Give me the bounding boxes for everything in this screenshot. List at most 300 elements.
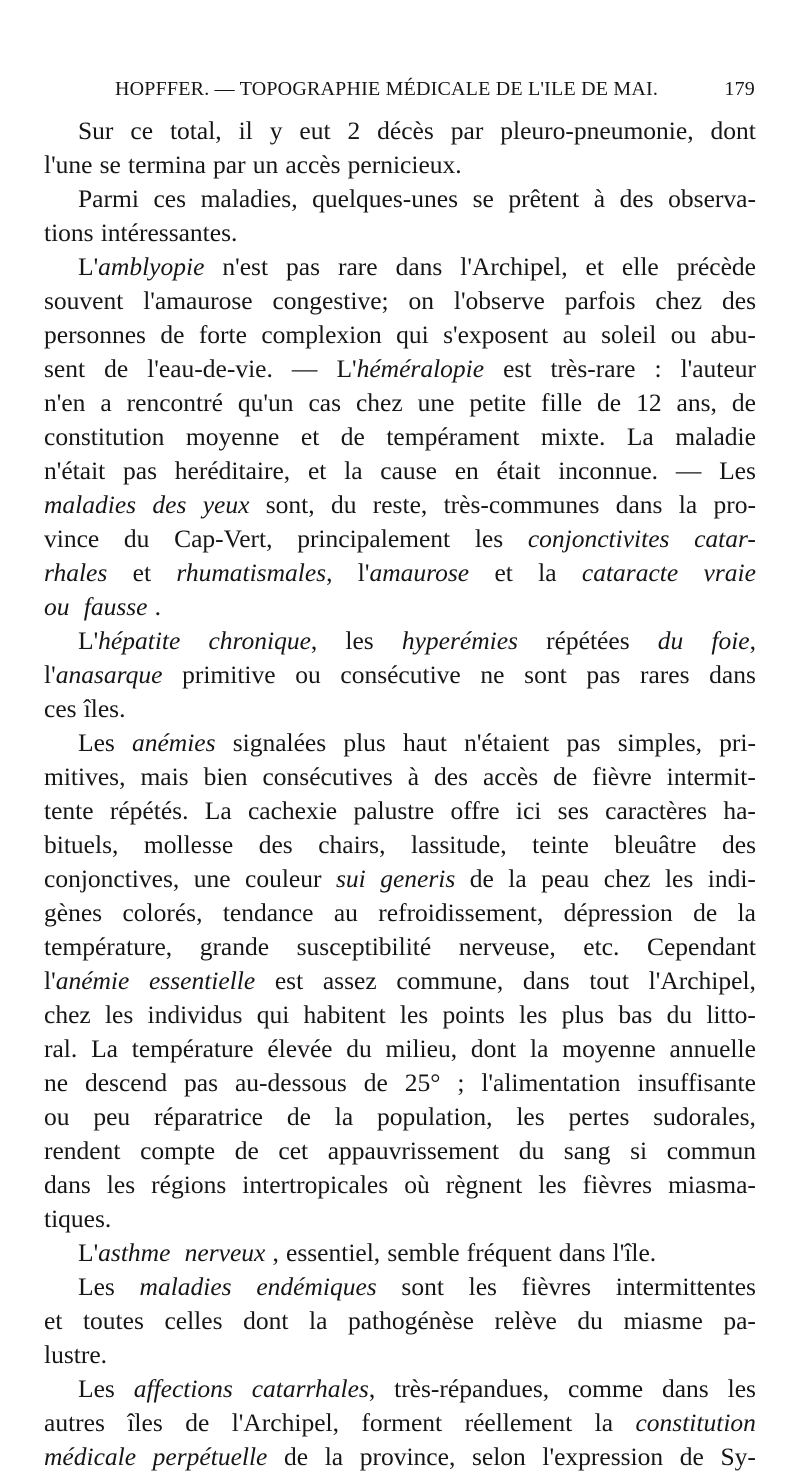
word: plus [561, 1000, 605, 1029]
word: de [363, 1068, 388, 1097]
word: generis [380, 864, 456, 893]
word: réparatrice [154, 1102, 264, 1131]
word: pri- [719, 728, 756, 757]
word: moyenne [562, 1034, 656, 1063]
word: comme [568, 1374, 644, 1403]
word: température [131, 1034, 254, 1063]
word: a [100, 388, 112, 417]
word: elle [621, 252, 659, 281]
word: catarrhales, [251, 1374, 376, 1403]
word: L'héméralopie [336, 354, 485, 383]
word: des [722, 830, 756, 859]
word: intermit- [666, 762, 756, 791]
word: très-répandues, [394, 1374, 550, 1403]
word: pernicieux. [347, 150, 462, 179]
word: sent [44, 354, 86, 383]
word: de [234, 1136, 259, 1165]
word: — [291, 354, 318, 383]
word: observa- [668, 184, 756, 213]
word: vince [44, 524, 100, 553]
word: de [185, 1408, 210, 1437]
word: de [597, 388, 622, 417]
word: forte [198, 320, 247, 349]
word: la [594, 1408, 614, 1437]
word: annuelle [669, 1034, 756, 1063]
word: ha- [723, 796, 756, 825]
word: teinte [532, 830, 589, 859]
text-line [44, 828, 756, 862]
word: pas [184, 1068, 219, 1097]
word: autres [44, 1408, 105, 1437]
word: sont [401, 1272, 444, 1301]
word: se [472, 184, 494, 213]
word: les [474, 524, 504, 553]
text-line [44, 556, 756, 590]
word: répétées [546, 626, 630, 655]
word: ces [44, 694, 77, 723]
word: hyperémies [401, 626, 518, 655]
word: s'exposent [443, 320, 549, 349]
word: n'était [44, 456, 106, 485]
word: y [269, 116, 283, 145]
word: dépression [563, 898, 673, 927]
word: du [518, 1136, 545, 1165]
word: individus [147, 1000, 243, 1029]
word: rare [337, 252, 378, 281]
word: Sur [78, 116, 114, 145]
word: la [334, 1102, 354, 1131]
word: est [274, 966, 304, 995]
word: ne [44, 1068, 69, 1097]
word: plus [343, 728, 386, 757]
word: l'Archipel, [648, 966, 756, 995]
running-title: HOPFFER. — TOPOGRAPHIE MÉDICALE DE L'ILE DE MAI. [115, 78, 659, 100]
word: de [679, 1442, 704, 1471]
word: l'anémie [44, 966, 130, 995]
word: insuffisante [637, 1068, 756, 1097]
word: cas [308, 388, 342, 417]
word: ; [457, 1068, 465, 1097]
word: l'observe [453, 286, 545, 315]
word: l'Archipel, [231, 1408, 339, 1437]
word: semble [387, 1238, 460, 1267]
text-line [44, 522, 756, 556]
word: intertropicales [242, 1170, 389, 1199]
word: vraie [703, 558, 756, 587]
word: cause [380, 456, 437, 485]
word: on [408, 286, 434, 315]
word: décès [377, 116, 434, 145]
word: l'île. [612, 1238, 657, 1267]
word: l'auteur [680, 354, 756, 383]
word: les [104, 1000, 134, 1029]
word: dans [558, 1238, 606, 1267]
word: de [286, 1102, 311, 1131]
word: pas [566, 728, 601, 757]
word: primitive [182, 660, 276, 689]
word: réellement [464, 1408, 573, 1437]
word: des [722, 286, 756, 315]
word: et [132, 558, 152, 587]
word: : [654, 354, 662, 383]
word: fausse . [83, 592, 161, 621]
word: au [333, 898, 358, 927]
word: dont [710, 116, 756, 145]
word: chronique, [208, 626, 318, 655]
word: essentiel, [286, 1238, 381, 1267]
word: yeux [202, 490, 250, 519]
word: ne [480, 660, 505, 689]
word: Les [78, 1374, 115, 1403]
word: chez [355, 388, 403, 417]
word: — [675, 456, 702, 485]
word: province, [359, 1442, 456, 1471]
body-text [44, 114, 756, 1474]
word: de [693, 898, 718, 927]
word: dont [243, 1306, 289, 1335]
word: refroidissement, [378, 898, 544, 927]
text-line [44, 1032, 756, 1066]
word: miasme [623, 1306, 703, 1335]
word: un [252, 150, 279, 179]
word: selon [471, 1442, 526, 1471]
word: par [213, 150, 246, 179]
word: principalement [297, 524, 451, 553]
text-line [44, 964, 756, 998]
word: les [399, 1000, 429, 1029]
text-line [44, 692, 756, 726]
word: les [516, 1102, 545, 1131]
word: chez [44, 1000, 91, 1029]
word: pleuro-pneumonie, [500, 116, 694, 145]
word: haut [403, 728, 447, 757]
word: tions [44, 218, 94, 247]
text-line [44, 216, 756, 250]
word: et [307, 456, 327, 485]
text-line [44, 1406, 756, 1440]
word: tendance [222, 898, 314, 927]
word: l'amaurose [357, 558, 470, 587]
text-line [44, 760, 756, 794]
word: nerveux , [184, 1238, 279, 1267]
word: les [468, 1272, 497, 1301]
text-line [44, 794, 756, 828]
word: très-communes [443, 490, 600, 519]
word: peau [541, 864, 590, 893]
word: fréquent [466, 1238, 552, 1267]
text-line [44, 624, 756, 658]
word: la [678, 490, 698, 519]
word: anémies [131, 728, 216, 757]
text-line [44, 182, 756, 216]
word: îles. [83, 694, 126, 723]
word: n'est [222, 252, 269, 281]
word: mitives, [44, 762, 126, 791]
word: couleur [245, 864, 322, 893]
word: de [160, 320, 185, 349]
word: pro- [713, 490, 756, 519]
word: des [258, 830, 293, 859]
word: ses [557, 796, 589, 825]
word: et [44, 1306, 63, 1335]
text-line [44, 1236, 756, 1270]
word: pa- [723, 1306, 756, 1335]
text-line [44, 1100, 756, 1134]
word: bituels, [44, 830, 119, 859]
word: au [562, 320, 587, 349]
word: ou [670, 320, 697, 349]
word: total, [169, 116, 222, 145]
text-line [44, 318, 756, 352]
word: bien [203, 762, 248, 791]
word: peu [93, 1102, 131, 1131]
word: mollesse [143, 830, 234, 859]
word: sang [563, 1136, 611, 1165]
word: cet [278, 1136, 309, 1165]
word: ou [295, 660, 321, 689]
word: chairs, [318, 830, 386, 859]
word: quelques-unes [312, 184, 459, 213]
word: moyenne [185, 422, 280, 451]
word: endémiques [256, 1272, 377, 1301]
word: l'une [44, 150, 93, 179]
word: tente [44, 796, 94, 825]
word: sudorales, [653, 1102, 756, 1131]
text-line [44, 1134, 756, 1168]
word: 25° [404, 1068, 441, 1097]
word: n'en [44, 388, 86, 417]
word: du [666, 1000, 693, 1029]
word: pas [123, 456, 158, 485]
word: cataracte [581, 558, 679, 587]
word: consécutives [262, 762, 393, 791]
word: répétés. [109, 796, 189, 825]
word: n'étaient [464, 728, 550, 757]
text-line [44, 998, 756, 1032]
word: du [123, 524, 150, 553]
word: commun [666, 1136, 756, 1165]
word: ou [44, 1102, 70, 1131]
word: essentielle [148, 966, 256, 995]
word: conjonctives, [44, 864, 180, 893]
word: grande [199, 932, 270, 961]
word: rhales [44, 558, 108, 587]
word: eut [299, 116, 331, 145]
word: souvent [44, 286, 124, 315]
word: la [508, 864, 527, 893]
word: mixte. [540, 422, 606, 451]
word: fièvres [521, 1272, 592, 1301]
word: maladie [675, 422, 756, 451]
word: 12 [636, 388, 662, 417]
word: dans [395, 252, 443, 281]
word: l'amaurose [143, 286, 253, 315]
text-line [44, 386, 756, 420]
word: bleuâtre [614, 830, 697, 859]
text-line [44, 420, 756, 454]
word: Les [719, 456, 756, 485]
word: inconnue. [558, 456, 659, 485]
word: la [308, 1306, 328, 1335]
word: sont, [265, 490, 315, 519]
word: dont [470, 1034, 517, 1063]
word: forment [361, 1408, 443, 1437]
word: foie, [711, 626, 756, 655]
word: cachexie [247, 796, 338, 825]
word: affections [133, 1374, 233, 1403]
word: Cependant [646, 932, 756, 961]
word: consécutive [340, 660, 461, 689]
word: l'anasarque [44, 660, 163, 689]
word: indi- [707, 864, 756, 893]
word: points [442, 1000, 505, 1029]
word: la [538, 558, 557, 587]
word: dans [44, 1170, 91, 1199]
word: accès [285, 150, 341, 179]
text-line [44, 114, 756, 148]
word: conjonctivites [527, 524, 670, 553]
word: L'hépatite [78, 626, 181, 655]
word: et [494, 558, 513, 587]
text-line [44, 862, 756, 896]
word: simples, [617, 728, 702, 757]
word: il [238, 116, 253, 145]
word: à [407, 762, 420, 791]
word: dans [661, 1374, 709, 1403]
word: litto- [706, 1000, 756, 1029]
word: dans [522, 966, 570, 995]
word: catar- [694, 524, 756, 553]
text-line [44, 896, 756, 930]
word: de [469, 864, 494, 893]
word: signalées [232, 728, 327, 757]
word: îles [127, 1408, 163, 1437]
word: Parmi [78, 184, 139, 213]
word: L'asthme [78, 1238, 171, 1267]
word: miasma- [668, 1170, 756, 1199]
word: de [340, 422, 365, 451]
word: la [737, 898, 756, 927]
word: Sy- [720, 1442, 756, 1471]
word: tiques. [44, 1204, 112, 1233]
word: sui [335, 864, 366, 893]
word: rencontré [126, 388, 223, 417]
word: accès [482, 762, 539, 791]
word: sont [524, 660, 567, 689]
word: 2 [347, 116, 361, 145]
word: Les [78, 728, 115, 757]
page-number: 179 [724, 78, 755, 100]
word: fièvre [592, 762, 652, 791]
word: congestive; [272, 286, 389, 315]
word: la [530, 1034, 549, 1063]
word: médicale [44, 1442, 137, 1471]
word: appauvrissement [327, 1136, 500, 1165]
word: règnent [445, 1170, 523, 1199]
word: les [664, 864, 694, 893]
word: se [99, 150, 121, 179]
word: régions [151, 1170, 227, 1199]
word: habitent [303, 1000, 386, 1029]
text-line [44, 726, 756, 760]
word: colorés, [122, 898, 203, 927]
word: constitution [635, 1408, 756, 1437]
word: maladies [44, 490, 137, 519]
word: pertes [568, 1102, 630, 1131]
word: La [91, 1034, 118, 1063]
word: pas [286, 252, 321, 281]
word: prêtent [508, 184, 580, 213]
word: La [204, 796, 232, 825]
word: si [630, 1136, 648, 1165]
word: intermittentes [615, 1272, 756, 1301]
word: palustre [353, 796, 435, 825]
word: etc. [583, 932, 620, 961]
word: était [496, 456, 541, 485]
word: du [577, 1306, 603, 1335]
word: et [585, 252, 604, 281]
word: assez [322, 966, 377, 995]
word: une [193, 864, 231, 893]
word: descend [84, 1068, 168, 1097]
word: offre [450, 796, 500, 825]
word: très-rare [550, 354, 636, 383]
running-header [115, 78, 755, 101]
word: La [626, 422, 654, 451]
text-line [44, 658, 756, 692]
word: l'expression [542, 1442, 664, 1471]
word: les [106, 1170, 136, 1199]
word: rhumatismales, [176, 558, 333, 587]
word: soleil [601, 320, 657, 349]
word: de [104, 354, 129, 383]
word: L'amblyopie [78, 252, 205, 281]
word: où [404, 1170, 430, 1199]
text-line [44, 352, 756, 386]
word: commune, [396, 966, 504, 995]
word: susceptibilité [296, 932, 432, 961]
word: l'alimentation [481, 1068, 621, 1097]
word: chez [603, 864, 651, 893]
text-line [44, 590, 756, 624]
word: de [284, 1442, 309, 1471]
word: du [330, 490, 357, 519]
word: ou [44, 592, 70, 621]
word: et [300, 422, 320, 451]
word: perpétuelle [152, 1442, 268, 1471]
text-line [44, 250, 756, 284]
word: dans [615, 490, 663, 519]
text-line [44, 284, 756, 318]
word: du [346, 1034, 372, 1063]
word: mais [140, 762, 189, 791]
text-line [44, 1304, 756, 1338]
word: abu- [710, 320, 756, 349]
word: en [454, 456, 479, 485]
text-line [44, 148, 756, 182]
word: dans [709, 660, 756, 689]
word: fièvres [582, 1170, 653, 1199]
word: tout [589, 966, 629, 995]
word: Les [78, 1272, 115, 1301]
word: qui [396, 320, 429, 349]
word: de [731, 388, 756, 417]
word: de [553, 762, 578, 791]
word: compte [140, 1136, 216, 1165]
word: une [417, 388, 455, 417]
word: les [345, 626, 374, 655]
word: tempérament [386, 422, 520, 451]
